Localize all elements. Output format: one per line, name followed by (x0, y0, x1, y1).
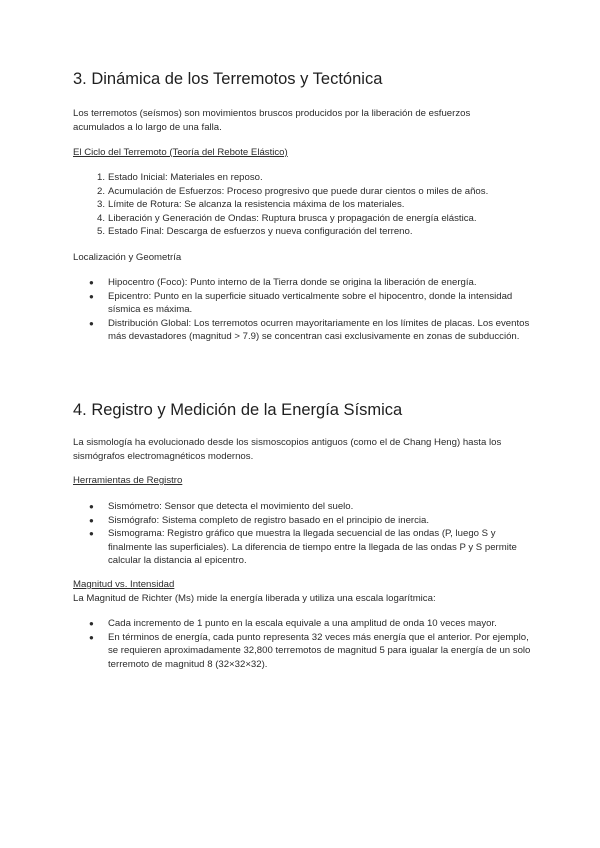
bullet-icon: ● (89, 515, 94, 525)
list-item (73, 500, 533, 514)
bullet-icon: ● (89, 529, 94, 539)
list-item-text: Epicentro: Punto en la superficie situado verticalmente sobre el hipocentro, donde la intensidad sísmica es máxima. (108, 290, 513, 316)
section-3-intro: Los terremotos (seísmos) son movimientos bruscos producidos por la liberación de esfuerzos acumulados a lo largo de una falla. (73, 108, 471, 133)
list-item (73, 212, 533, 226)
list-item-text: En términos de energía, cada punto representa 32 veces más energía que el anterior. Por ejemplo, se requieren aproximadamente 32,800 terremotos de magnitud 5 para igualar la energía de un solo terremoto de magnitud 8 (32×32×32). (108, 631, 531, 670)
bullet-icon: ● (89, 318, 94, 328)
list-item (73, 225, 533, 239)
section-3-heading: 3. Dinámica de los Terremotos y Tectónica (73, 70, 383, 88)
list-item-text: Distribución Global: Los terremotos ocurren mayoritariamente en los límites de placas. Los eventos más devastadores (magnitud > 7.9) se concentran casi exclusivamente en zonas de subducción. (108, 317, 530, 343)
bullet-icon: ● (89, 502, 94, 511)
bullet-icon: ● (89, 278, 94, 287)
section-4-intro: La sismología ha evolucionado desde los sismoscopios antiguos (como el de Chang Heng) hasta los sismógrafos electromagnéticos modernos. (73, 437, 502, 462)
list-item (73, 527, 533, 568)
list-item-text: Acumulación de Esfuerzos: Proceso progresivo que puede durar cientos o miles de años. (108, 185, 489, 197)
list-item-text: Hipocentro (Foco): Punto interno de la Tierra donde se origina la liberación de energía. (108, 277, 477, 288)
list-item (73, 171, 533, 185)
list-item-text: Estado Final: Descarga de esfuerzos y nueva configuración del terreno. (108, 226, 413, 238)
geometry-list (73, 276, 533, 344)
list-item (73, 185, 533, 199)
list-item (73, 198, 533, 212)
list-number: 1. (96, 172, 105, 183)
list-item-text: Liberación y Generación de Ondas: Ruptura brusca y propagación de energía elástica. (108, 212, 477, 224)
cycle-subheading: El Ciclo del Terremoto (Teoría del Rebote Elástico) (73, 147, 288, 158)
magnitude-list (73, 617, 533, 671)
magnitude-subheading: Magnitud vs. Intensidad (73, 579, 175, 590)
list-number: 2. (96, 185, 105, 197)
list-item-text: Sismograma: Registro gráfico que muestra la llegada secuencial de las ondas (P, luego S y finalmente las superficiales). La diferencia de tiempo entre la llegada de las ondas P y S permite calcular la distancia al epicentro. (108, 528, 517, 567)
list-item-text: Estado Inicial: Materiales en reposo. (108, 172, 263, 183)
bullet-icon: ● (89, 619, 94, 628)
list-number: 3. (96, 199, 105, 211)
list-item-text: Cada incremento de 1 punto en la escala equivale a una amplitud de onda 10 veces mayor. (108, 618, 497, 629)
list-item (73, 290, 533, 317)
list-item (73, 514, 533, 528)
list-number: 5. (96, 226, 105, 238)
section-4-heading: 4. Registro y Medición de la Energía Sísmica (73, 401, 403, 419)
list-item-text: Límite de Rotura: Se alcanza la resistencia máxima de los materiales. (108, 199, 405, 211)
list-item-text: Sismómetro: Sensor que detecta el movimiento del suelo. (108, 501, 354, 512)
list-item (73, 631, 533, 672)
list-number: 4. (96, 212, 105, 224)
list-item (73, 276, 533, 290)
bullet-icon: ● (89, 632, 94, 642)
tools-list (73, 500, 533, 568)
list-item (73, 317, 533, 344)
magnitude-intro: La Magnitud de Richter (Ms) mide la energía liberada y utiliza una escala logarítmica: (73, 593, 436, 604)
bullet-icon: ● (89, 291, 94, 301)
geometry-subheading: Localización y Geometría (73, 252, 182, 263)
list-item-text: Sismógrafo: Sistema completo de registro basado en el principio de inercia. (108, 514, 430, 526)
cycle-list (73, 171, 533, 239)
list-item (73, 617, 533, 631)
tools-subheading: Herramientas de Registro (73, 475, 183, 486)
